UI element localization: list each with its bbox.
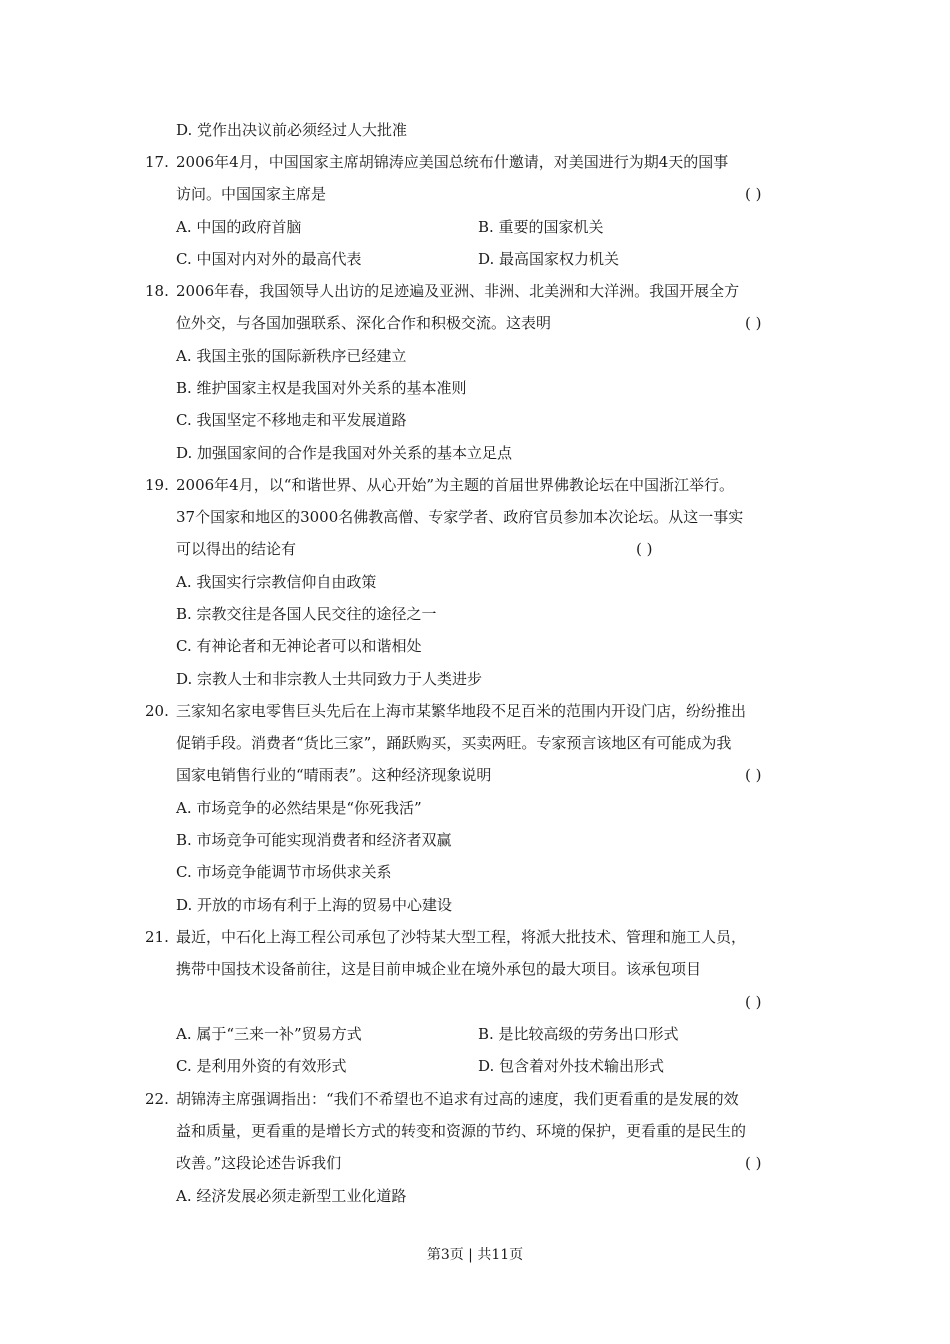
q18-option-a: A. 我国主张的国际新秩序已经建立 (176, 347, 407, 365)
q20-stem-line2: 促销手段。消费者“货比三家”，踊跃购买，买卖两旺。专家预言该地区有可能成为我 (176, 734, 732, 752)
q21-option-b: B. 是比较高级的劳务出口形式 (478, 1025, 679, 1043)
q20-answer-blank: ( ) (745, 766, 762, 784)
q17-option-a: A. 中国的政府首脑 (176, 218, 302, 236)
q22-stem-line1: 胡锦涛主席强调指出：“我们不希望也不追求有过高的速度，我们更看重的是发展的效 (176, 1090, 739, 1108)
q19-stem-line3: 可以得出的结论有 (176, 540, 297, 558)
q20-option-b: B. 市场竞争可能实现消费者和经济者双赢 (176, 831, 452, 849)
q17-option-d: D. 最高国家权力机关 (478, 250, 620, 268)
q18-option-b: B. 维护国家主权是我国对外关系的基本准则 (176, 379, 467, 397)
q17-stem-line2: 访问。中国国家主席是 (176, 185, 327, 203)
q19-answer-blank: ( ) (636, 540, 653, 558)
q17-option-b: B. 重要的国家机关 (478, 218, 604, 236)
q21-number: 21. (145, 928, 169, 946)
q18-number: 18. (145, 282, 169, 300)
q17-stem-line1: 2006年4月，中国国家主席胡锦涛应美国总统布什邀请，对美国进行为期4天的国事 (176, 153, 729, 171)
q19-number: 19. (145, 476, 169, 494)
q21-option-a: A. 属于“三来一补”贸易方式 (176, 1025, 362, 1043)
q21-option-c: C. 是利用外资的有效形式 (176, 1057, 347, 1075)
q17-option-c: C. 中国对内对外的最高代表 (176, 250, 362, 268)
q20-option-d: D. 开放的市场有利于上海的贸易中心建设 (176, 896, 453, 914)
q22-number: 22. (145, 1090, 169, 1108)
q21-option-d: D. 包含着对外技术输出形式 (478, 1057, 665, 1075)
q18-option-c: C. 我国坚定不移地走和平发展道路 (176, 411, 407, 429)
q20-option-c: C. 市场竞争能调节市场供求关系 (176, 863, 392, 881)
q19-stem-line2: 37个国家和地区的3000名佛教高僧、专家学者、政府官员参加本次论坛。从这一事实 (176, 508, 744, 526)
q20-option-a: A. 市场竞争的必然结果是“你死我活” (176, 799, 422, 817)
q20-stem-line1: 三家知名家电零售巨头先后在上海市某繁华地段不足百米的范围内开设门店，纷纷推出 (176, 702, 747, 720)
q18-stem-line1: 2006年春，我国领导人出访的足迹遍及亚洲、非洲、北美洲和大洋洲。我国开展全方 (176, 282, 740, 300)
q19-option-c: C. 有神论者和无神论者可以和谐相处 (176, 637, 422, 655)
q22-option-a: A. 经济发展必须走新型工业化道路 (176, 1187, 407, 1205)
q22-stem-line3: 改善。”这段论述告诉我们 (176, 1154, 342, 1172)
page-footer: 第3页 | 共11页 (426, 1247, 524, 1263)
q17-answer-blank: ( ) (745, 185, 762, 203)
q19-option-b: B. 宗教交往是各国人民交往的途径之一 (176, 605, 437, 623)
q16-option-d: D. 党作出决议前必须经过人大批准 (176, 121, 408, 139)
q20-number: 20. (145, 702, 169, 720)
q19-stem-line1: 2006年4月，以“和谐世界、从心开始”为主题的首届世界佛教论坛在中国浙江举行。 (176, 476, 735, 494)
q22-answer-blank: ( ) (745, 1154, 762, 1172)
q20-stem-line3: 国家电销售行业的“晴雨表”。这种经济现象说明 (176, 766, 492, 784)
q18-answer-blank: ( ) (745, 314, 762, 332)
q21-stem-line2: 携带中国技术设备前往，这是目前申城企业在境外承包的最大项目。该承包项目 (176, 960, 702, 978)
q19-option-a: A. 我国实行宗教信仰自由政策 (176, 573, 377, 591)
q21-answer-blank: ( ) (745, 993, 762, 1011)
q18-stem-line2: 位外交，与各国加强联系、深化合作和积极交流。这表明 (176, 314, 552, 332)
q18-option-d: D. 加强国家间的合作是我国对外关系的基本立足点 (176, 444, 513, 462)
q21-stem-line1: 最近，中石化上海工程公司承包了沙特某大型工程，将派大批技术、管理和施工人员， (176, 928, 747, 946)
q22-stem-line2: 益和质量，更看重的是增长方式的转变和资源的节约、环境的保护，更看重的是民生的 (176, 1122, 747, 1140)
q17-number: 17. (145, 153, 169, 171)
q19-option-d: D. 宗教人士和非宗教人士共同致力于人类进步 (176, 670, 483, 688)
